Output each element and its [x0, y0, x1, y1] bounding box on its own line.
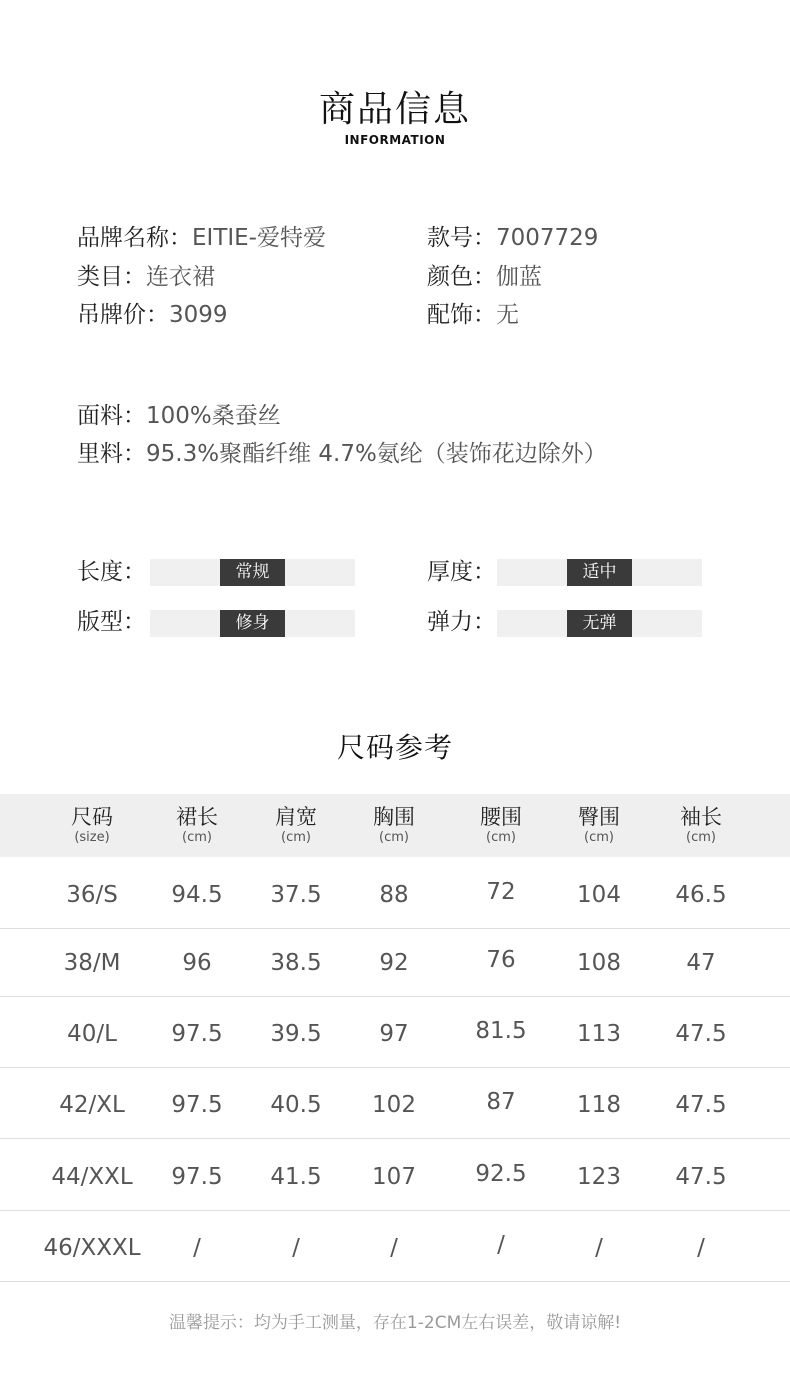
fit-label: 版型： [77, 609, 146, 635]
column-header-unit: (cm) [686, 830, 716, 845]
lining-sep: ： [123, 441, 146, 467]
footer-note: 温馨提示：均为手工测量，存在1-2CM左右误差，敬请谅解! [168, 1313, 622, 1333]
category-label: 类目 [77, 264, 123, 290]
table-cell: 37.5 [270, 882, 322, 908]
table-row [0, 858, 790, 929]
table-cell: 92.5 [475, 1161, 527, 1187]
table-cell: 123 [577, 1164, 621, 1190]
brand-sep: ： [169, 225, 192, 251]
table-cell: 47.5 [675, 1092, 727, 1118]
thickness-marker: 适中 [567, 559, 632, 586]
table-row [0, 997, 790, 1068]
column-header-unit: (cm) [281, 830, 311, 845]
accessory-row [427, 300, 519, 330]
table-cell: 97.5 [171, 1092, 223, 1118]
table-cell: 92 [379, 950, 409, 976]
table-row [0, 1140, 790, 1211]
table-cell: / [193, 1235, 201, 1261]
column-header-name: 肩宽 [275, 805, 317, 829]
table-cell: 104 [577, 882, 621, 908]
page-title: 商品信息 [318, 89, 471, 130]
column-header-name: 袖长 [680, 805, 722, 829]
table-cell: 72 [486, 879, 516, 905]
fabric-label: 面料 [77, 403, 123, 429]
table-cell: 47 [686, 950, 716, 976]
style-no-label: 款号 [427, 225, 473, 251]
table-cell: / [497, 1232, 505, 1258]
thickness-scale [497, 559, 702, 586]
category-value: 连衣裙 [146, 264, 215, 290]
column-header [37, 804, 147, 846]
table-cell: / [595, 1235, 603, 1261]
lining-label: 里料 [77, 441, 123, 467]
column-header [646, 804, 756, 846]
table-cell: 42/XL [59, 1092, 125, 1118]
table-cell: 76 [486, 947, 516, 973]
category-row [77, 262, 215, 292]
brand-row [77, 223, 326, 253]
price-label: 吊牌价 [77, 302, 146, 328]
table-cell: 94.5 [171, 882, 223, 908]
color-label: 颜色 [427, 264, 473, 290]
fabric-row [77, 401, 281, 431]
length-marker: 常规 [220, 559, 285, 586]
size-table-header [0, 794, 790, 857]
table-row [0, 926, 790, 997]
table-cell: 39.5 [270, 1021, 322, 1047]
column-header [544, 804, 654, 846]
table-row [0, 1211, 790, 1282]
column-header-name: 腰围 [480, 805, 522, 829]
table-cell: 38/M [63, 950, 121, 976]
accessory-value: 无 [496, 302, 519, 328]
table-cell: 88 [379, 882, 409, 908]
table-cell: 87 [486, 1089, 516, 1115]
table-cell: / [390, 1235, 398, 1261]
column-header-unit: (cm) [182, 830, 212, 845]
table-cell: 44/XXL [51, 1164, 133, 1190]
table-cell: / [697, 1235, 705, 1261]
accessory-label: 配饰 [427, 302, 473, 328]
price-sep: ： [146, 302, 169, 328]
column-header-name: 裙长 [176, 805, 218, 829]
table-cell: 46.5 [675, 882, 727, 908]
length-scale [150, 559, 355, 586]
table-cell: 38.5 [270, 950, 322, 976]
length-label: 长度： [77, 559, 146, 585]
style-no-row [427, 223, 598, 253]
brand-value: EITIE-爱特爱 [192, 225, 326, 251]
column-header-name: 尺码 [71, 805, 113, 829]
column-header [339, 804, 449, 846]
lining-value: 95.3%聚酯纤维 4.7%氨纶（装饰花边除外） [146, 441, 607, 467]
table-cell: 40.5 [270, 1092, 322, 1118]
size-chart-title: 尺码参考 [336, 731, 453, 764]
table-cell: 47.5 [675, 1021, 727, 1047]
color-sep: ： [473, 264, 496, 290]
column-header-name: 臀围 [578, 805, 620, 829]
column-header-unit: (cm) [379, 830, 409, 845]
brand-label: 品牌名称 [77, 225, 169, 251]
accessory-sep: ： [473, 302, 496, 328]
table-cell: 102 [372, 1092, 416, 1118]
table-cell: 81.5 [475, 1018, 527, 1044]
elasticity-scale [497, 610, 702, 637]
elasticity-marker: 无弹 [567, 610, 632, 637]
style-no-value: 7007729 [496, 225, 599, 251]
table-cell: 97.5 [171, 1164, 223, 1190]
thickness-label: 厚度： [427, 559, 496, 585]
table-cell: 118 [577, 1092, 621, 1118]
table-cell: 97 [379, 1021, 409, 1047]
table-cell: 107 [372, 1164, 416, 1190]
fabric-sep: ： [123, 403, 146, 429]
column-header-unit: (cm) [584, 830, 614, 845]
table-cell: 97.5 [171, 1021, 223, 1047]
table-cell: 41.5 [270, 1164, 322, 1190]
price-value: 3099 [169, 302, 228, 328]
fit-marker: 修身 [220, 610, 285, 637]
column-header [446, 804, 556, 846]
table-cell: 47.5 [675, 1164, 727, 1190]
color-value: 伽蓝 [496, 264, 542, 290]
table-cell: 40/L [67, 1021, 117, 1047]
fabric-value: 100%桑蚕丝 [146, 403, 281, 429]
column-header-unit: (cm) [486, 830, 516, 845]
table-row [0, 1068, 790, 1139]
style-no-sep: ： [473, 225, 496, 251]
table-cell: 46/XXXL [43, 1235, 141, 1261]
table-cell: / [292, 1235, 300, 1261]
elasticity-label: 弹力： [427, 609, 496, 635]
table-cell: 96 [182, 950, 212, 976]
price-row [77, 300, 228, 330]
table-cell: 108 [577, 950, 621, 976]
column-header [142, 804, 252, 846]
table-cell: 36/S [66, 882, 118, 908]
lining-row [77, 439, 607, 469]
column-header [241, 804, 351, 846]
table-cell: 113 [577, 1021, 621, 1047]
column-header-unit: (size) [74, 830, 110, 845]
page-subtitle: INFORMATION [344, 133, 446, 147]
color-row [427, 262, 542, 292]
category-sep: ： [123, 264, 146, 290]
fit-scale [150, 610, 355, 637]
column-header-name: 胸围 [373, 805, 415, 829]
